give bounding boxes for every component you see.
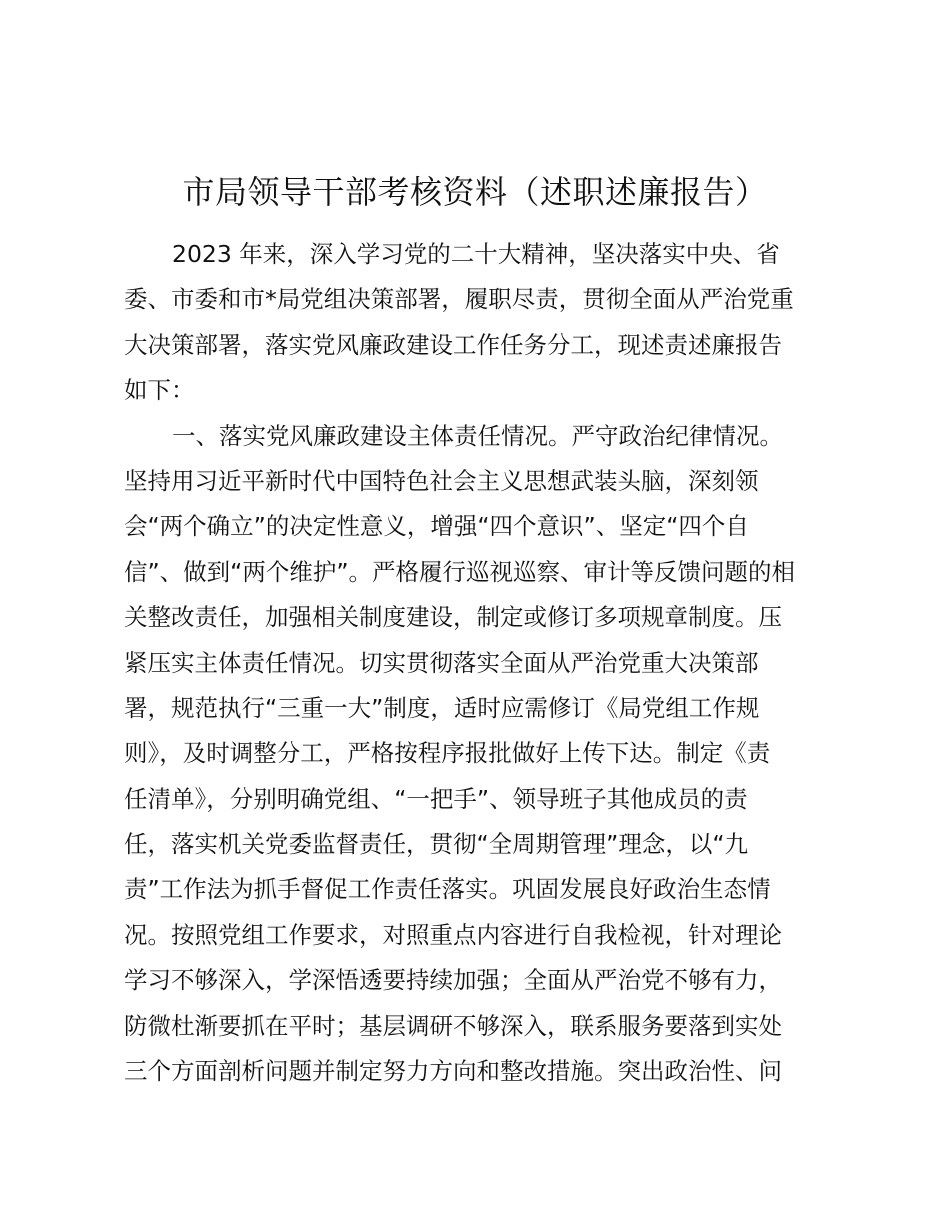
paragraph-line: 则》，及时调整分工，严格按程序报批做好上传下达。制定《责	[124, 739, 771, 768]
paragraph-line: 署，规范执行“三重一大”制度，适时应需修订《局党组工作规	[124, 693, 760, 722]
paragraph-line: 防微杜渐要抓在平时；基层调研不够深入，联系服务要落到实处	[124, 1011, 782, 1040]
paragraph-line: 如下：	[124, 376, 195, 405]
paragraph-line: 责”工作法为抓手督促工作责任落实。巩固发展良好政治生态情	[124, 875, 771, 904]
paragraph-line: 况。按照党组工作要求，对照重点内容进行自我检视，针对理论	[124, 920, 782, 949]
paragraph-line: 一、落实党风廉政建设主体责任情况。严守政治纪律情况。	[172, 421, 783, 450]
paragraph-line: 关整改责任，加强相关制度建设，制定或修订多项规章制度。压	[124, 603, 782, 632]
paragraph-line: 大决策部署，落实党风廉政建设工作任务分工，现述责述廉报告	[124, 330, 782, 359]
paragraph-line: 会“两个确立”的决定性意义，增强“四个意识”、坚定“四个自	[124, 512, 749, 541]
paragraph-line: 委、市委和市*局党组决策部署，履职尽责，贯彻全面从严治党重	[124, 285, 794, 314]
paragraph-line: 信”、做到“两个维护”。严格履行巡视巡察、审计等反馈问题的相	[124, 557, 796, 586]
document-body	[124, 232, 836, 1094]
paragraph-line: 任清单》，分别明确党组、“一把手”、领导班子其他成员的责	[124, 784, 748, 813]
paragraph-line: 紧压实主体责任情况。切实贯彻落实全面从严治党重大决策部	[124, 648, 759, 677]
paragraph-line: 2023 年来，深入学习党的二十大精神，坚决落实中央、省	[172, 240, 780, 268]
paragraph-line: 坚持用习近平新时代中国特色社会主义思想武装头脑，深刻领	[124, 466, 759, 495]
paragraph-line: 学习不够深入，学深悟透要持续加强；全面从严治党不够有力，	[124, 966, 782, 995]
paragraph-line: 三个方面剖析问题并制定努力方向和整改措施。突出政治性、问	[124, 1057, 782, 1086]
paragraph-line: 任，落实机关党委监督责任，贯彻“全周期管理”理念，以“九	[124, 830, 749, 859]
document-title: 市局领导干部考核资料（述职述廉报告）	[182, 173, 768, 211]
